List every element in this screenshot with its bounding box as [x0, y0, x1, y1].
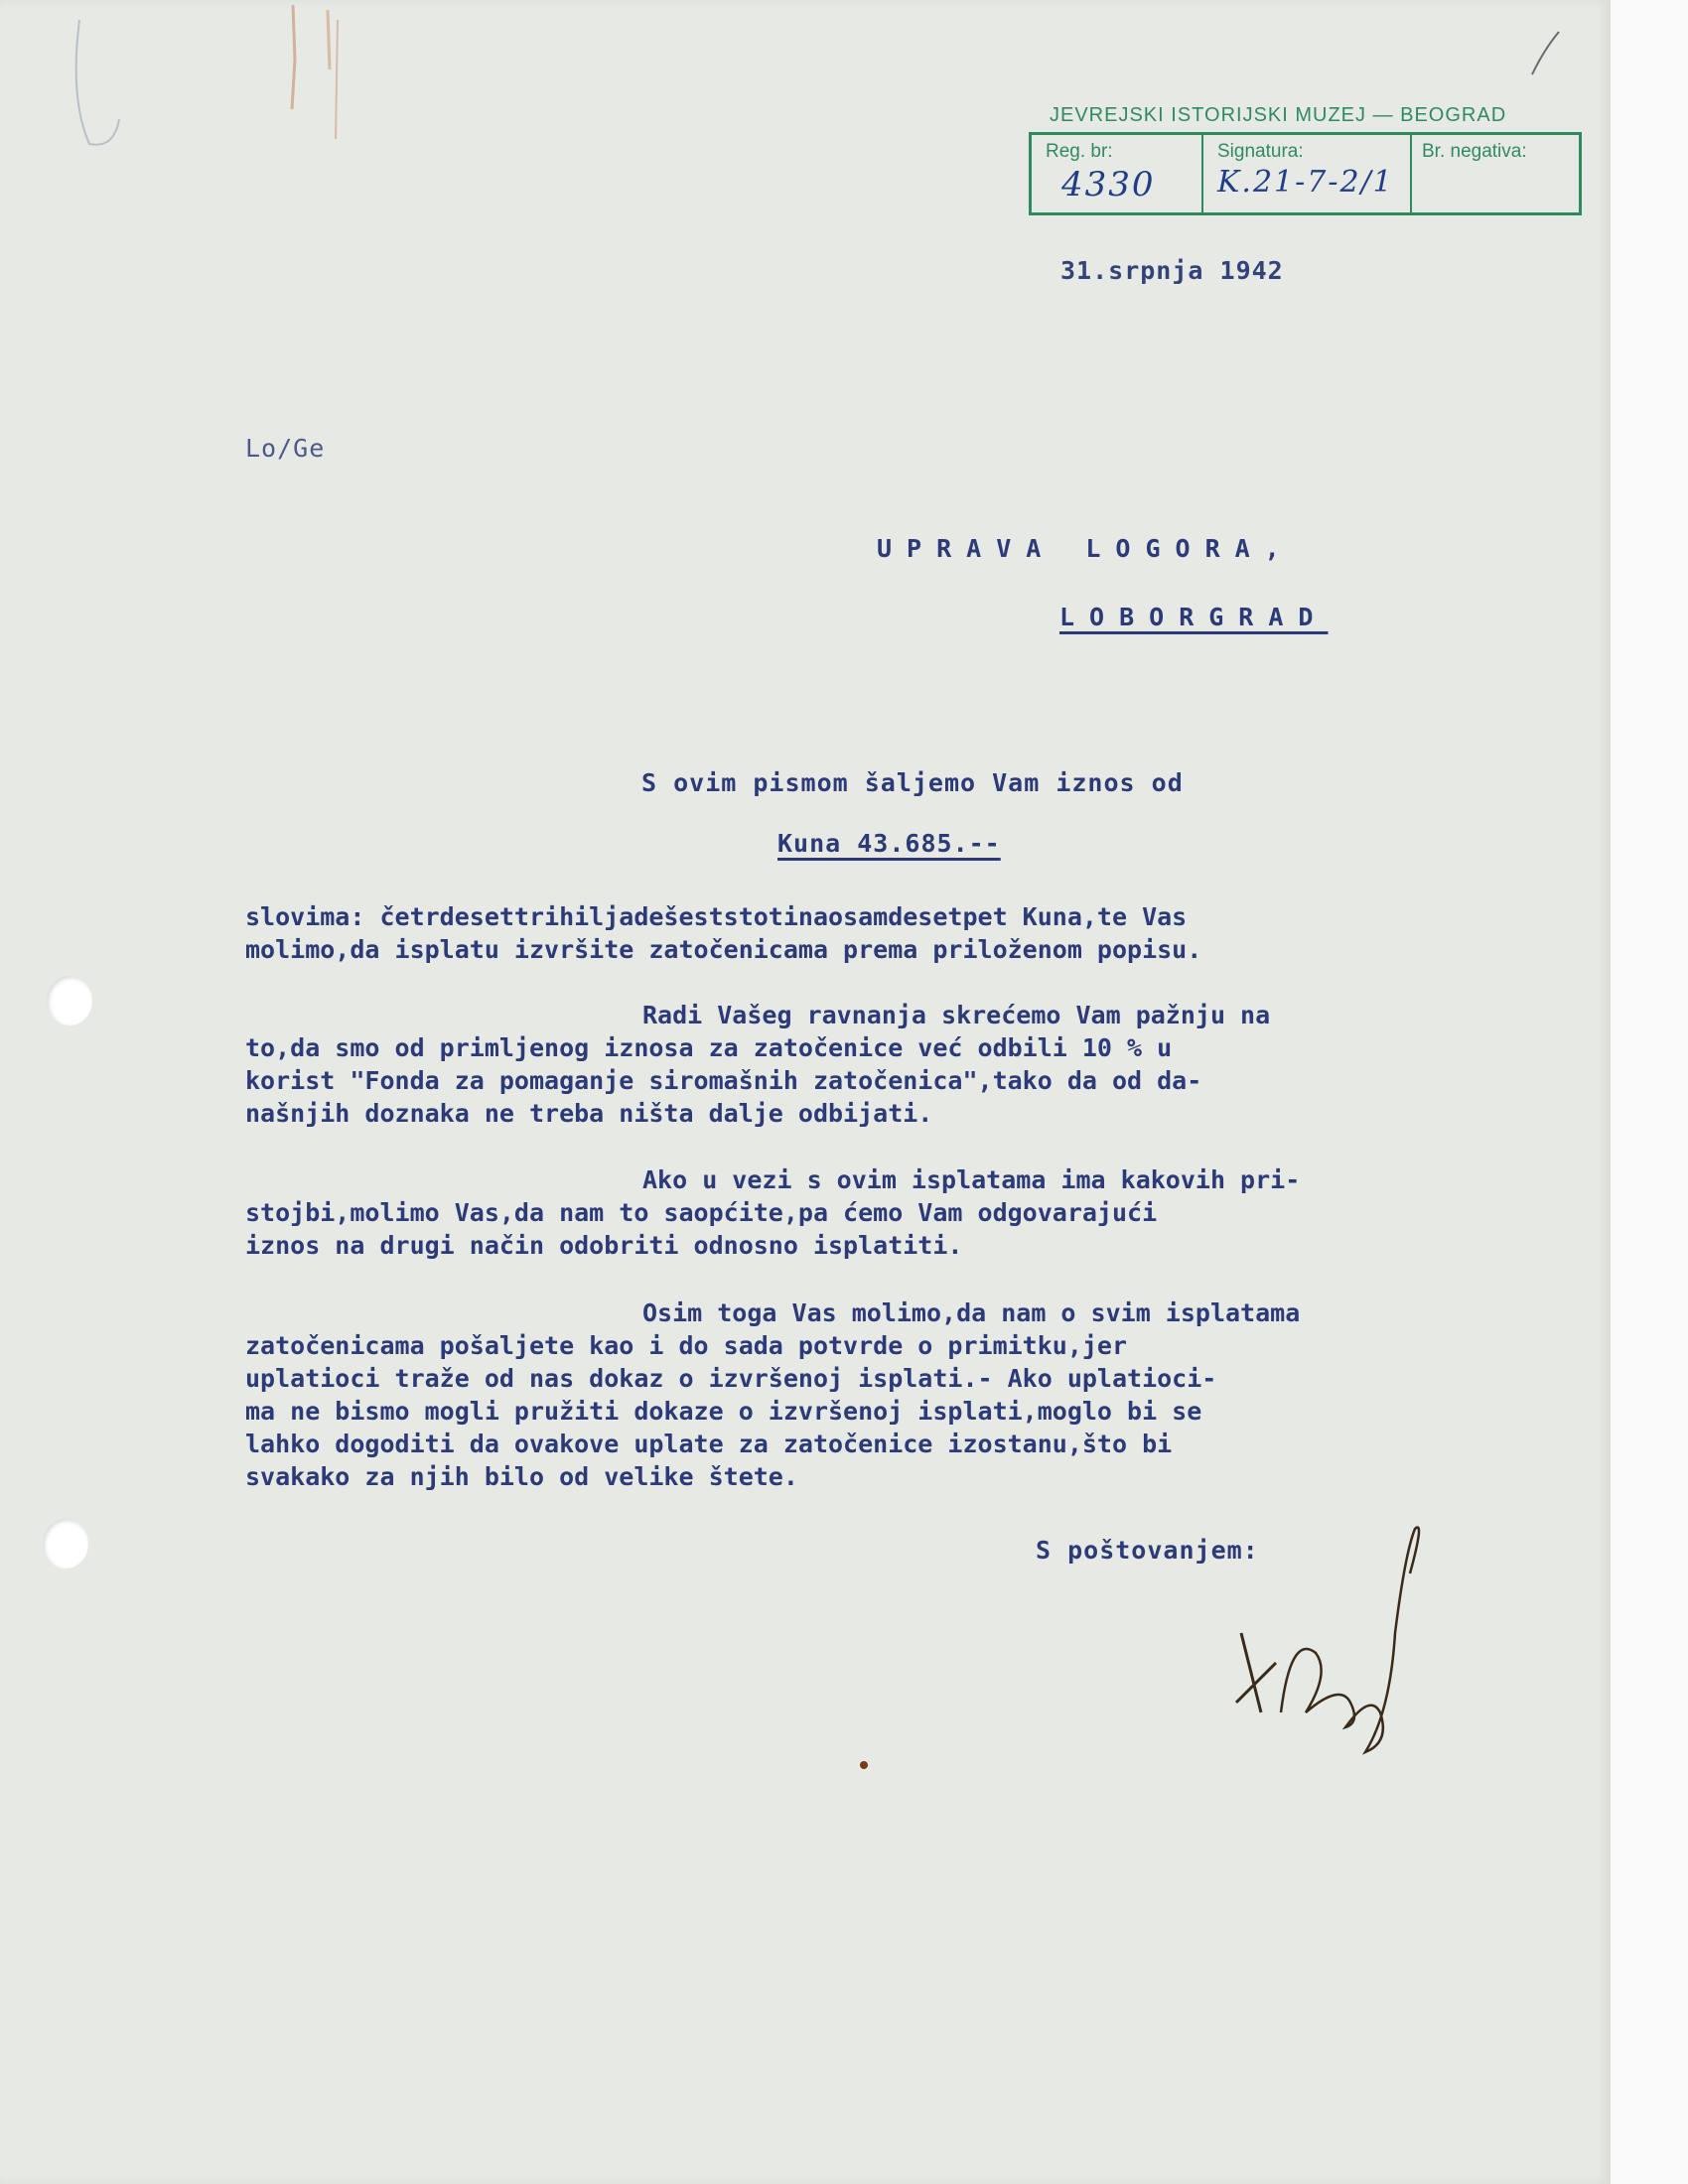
text-line: našnjih doznaka ne treba ništa dalje odbijati. [245, 1099, 933, 1128]
paragraph-receipts [245, 1297, 1496, 1493]
text-line: slovima: četrdesettrihiljadešeststotinaosamdesetpet Kuna,te Vas [245, 902, 1188, 931]
reg-number-label: Reg. br: [1046, 141, 1113, 162]
negative-number-label: Br. negativa: [1422, 141, 1527, 162]
paragraph-deduction [245, 999, 1496, 1130]
text-line: svakako za njih bilo od velike štete. [245, 1462, 798, 1491]
text-line: stojbi,molimo Vas,da nam to saopćite,pa ćemo Vam odgovarajući [245, 1198, 1158, 1227]
letter-date: 31.srpnja 1942 [1060, 256, 1284, 285]
signatura-label: Signatura: [1217, 141, 1304, 162]
negative-number-cell [1412, 135, 1579, 212]
text-line: Osim toga Vas molimo,da nam o svim isplatama [642, 1298, 1301, 1327]
closing-salutation: S poštovanjem: [1036, 1536, 1259, 1565]
reg-number-cell [1032, 135, 1203, 212]
text-line: ma ne bismo mogli pružiti dokaze o izvršenoj isplati,moglo bi se [245, 1397, 1202, 1426]
text-line: korist "Fonda za pomaganje siromašnih zatočenica",tako da od da- [245, 1066, 1202, 1095]
handwritten-signature [1221, 1514, 1430, 1762]
paper-crease [60, 20, 129, 149]
intro-line: S ovim pismom šaljemo Vam iznos od [641, 768, 1184, 797]
text-line: to,da smo od primljenog iznosa za zatočenice već odbili 10 % u [245, 1033, 1173, 1062]
reg-number-value: 4330 [1061, 165, 1156, 205]
text-line: Radi Vašeg ravnanja skrećemo Vam pažnju na [642, 1001, 1271, 1029]
signatura-cell [1203, 135, 1412, 212]
text-line: zatočenicama pošaljete kao i do sada potvrde o primitku,jer [245, 1331, 1128, 1360]
text-line: uplatioci traže od nas dokaz o izvršenoj isplati.- Ako uplatioci- [245, 1364, 1217, 1393]
reference-code: Lo/Ge [245, 434, 326, 463]
text-line: iznos na drugi način odobriti odnosno isplatiti. [245, 1231, 963, 1260]
scan-margin [1611, 0, 1688, 2184]
museum-stamp [1029, 132, 1582, 215]
museum-stamp-title: JEVREJSKI ISTORIJSKI MUZEJ — BEOGRAD [1050, 104, 1507, 126]
ink-speck [860, 1761, 868, 1769]
amount: Kuna 43.685.-- [777, 829, 1001, 858]
paragraph-fees [245, 1163, 1496, 1262]
pen-mark [1524, 30, 1564, 79]
recipient-name: UPRAVA LOGORA, [877, 534, 1295, 563]
paragraph-amount-in-words [245, 900, 1496, 966]
rust-stains [248, 0, 447, 159]
signatura-value: K.21-7-2/1 [1217, 165, 1394, 200]
recipient-location: LOBORGRAD [1059, 603, 1329, 631]
text-line: molimo,da isplatu izvršite zatočenicama prema priloženom popisu. [245, 935, 1202, 964]
text-line: lahko dogoditi da ovakove uplate za zatočenice izostanu,što bi [245, 1430, 1173, 1458]
text-line: Ako u vezi s ovim isplatama ima kakovih pri- [642, 1165, 1301, 1194]
punch-hole-top [47, 976, 92, 1025]
punch-hole-bottom [43, 1519, 88, 1569]
